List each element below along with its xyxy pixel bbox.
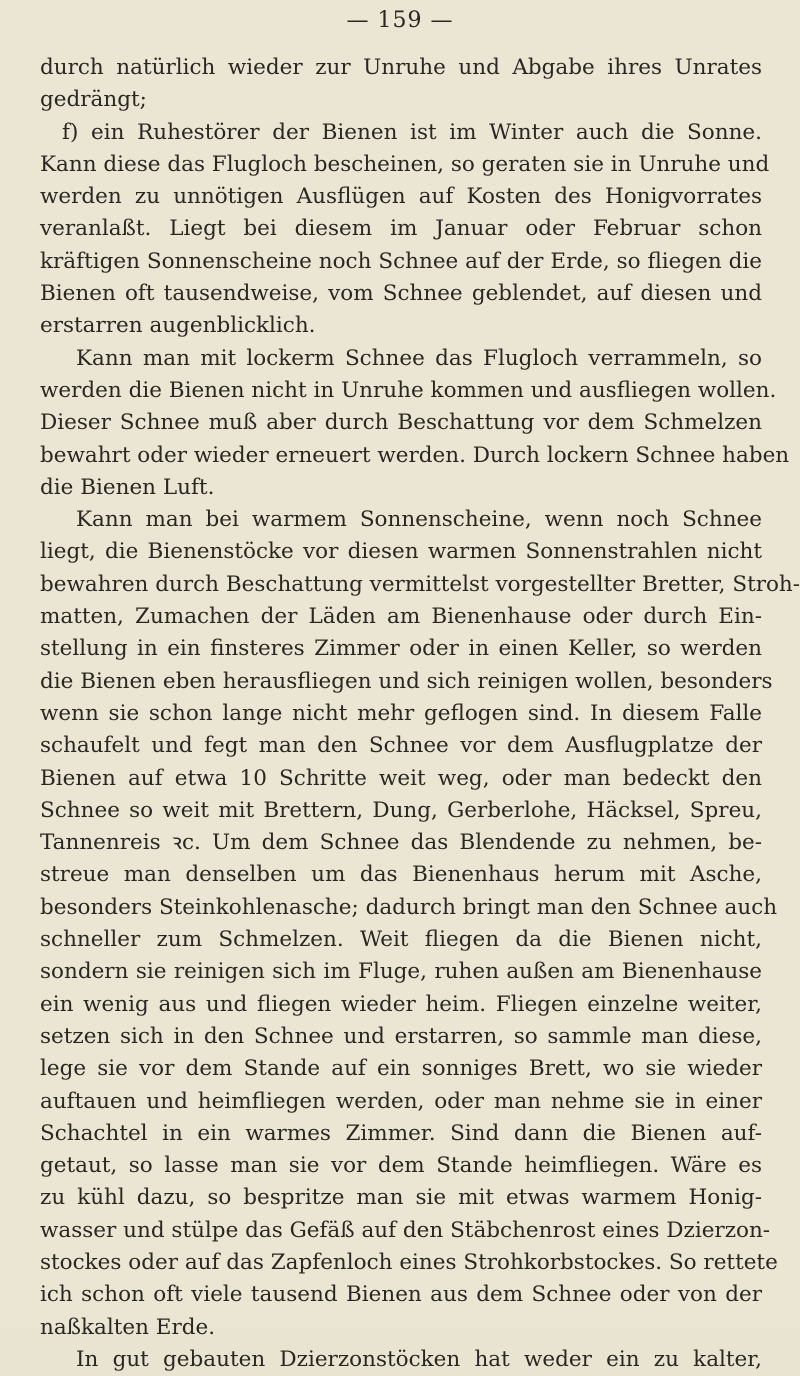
text-line: kräftigen Sonnenscheine noch Schnee auf der Erde, so fliegen die xyxy=(40,248,762,274)
list-item-f: f) ein Ruhestörer der Bienen ist im Winter auch die Sonne. xyxy=(62,119,762,145)
text-line: streue man denselben um das Bienenhaus herum mit Asche, xyxy=(40,862,762,888)
text-line: Schachtel in ein warmes Zimmer. Sind dann die Bienen auf- xyxy=(40,1120,762,1146)
text-line: Bienen oft tausendweise, vom Schnee geblendet, auf diesen und xyxy=(40,281,762,307)
paragraph-start: Kann man bei warmem Sonnenscheine, wenn noch Schnee xyxy=(76,507,762,533)
text-line: stockes oder auf das Zapfenloch eines Strohkorbstockes. So rettete xyxy=(40,1249,778,1275)
text-line: Bienen auf etwa 10 Schritte weit weg, oder man bedeckt den xyxy=(40,765,762,791)
text-line: matten, Zumachen der Läden am Bienenhause oder durch Ein- xyxy=(40,604,762,630)
text-line: bewahrt oder wieder erneuert werden. Durch lockern Schnee haben xyxy=(40,442,790,468)
text-line: gedrängt; xyxy=(40,87,147,113)
text-line: veranlaßt. Liegt bei diesem im Januar oder Februar schon xyxy=(40,216,762,242)
text-line: Dieser Schnee muß aber durch Beschattung vor dem Schmelzen xyxy=(40,410,762,436)
text-line: die Bienen Luft. xyxy=(40,474,215,500)
text-line: naßkalten Erde. xyxy=(40,1314,216,1340)
text-line: werden die Bienen nicht in Unruhe kommen und ausfliegen wollen. xyxy=(40,377,777,403)
page-number: — 159 — xyxy=(346,8,454,33)
text-line: Kann diese das Flugloch bescheinen, so geraten sie in Unruhe und xyxy=(40,151,770,177)
text-line: wasser und stülpe das Gefäß auf den Stäbchenrost eines Dzierzon- xyxy=(40,1217,771,1243)
text-line: liegt, die Bienenstöcke vor diesen warmen Sonnenstrahlen nicht xyxy=(40,539,762,565)
text-line: durch natürlich wieder zur Unruhe und Abgabe ihres Unrates xyxy=(40,55,762,80)
text-line: schneller zum Schmelzen. Weit fliegen da die Bienen nicht, xyxy=(40,927,762,953)
text-line: auftauen und heimfliegen werden, oder man nehme sie in einer xyxy=(40,1088,762,1114)
text-line: Tannenreis ꝛc. Um dem Schnee das Blendende zu nehmen, be- xyxy=(40,830,762,856)
text-line: zu kühl dazu, so bespritze man sie mit etwas warmem Honig- xyxy=(40,1185,762,1211)
text-line: schaufelt und fegt man den Schnee vor dem Ausflugplatze der xyxy=(40,733,762,759)
text-line: stellung in ein finsteres Zimmer oder in einen Keller, so werden xyxy=(40,636,762,662)
text-line: lege sie vor dem Stande auf ein sonniges Brett, wo sie wieder xyxy=(40,1056,762,1082)
text-line: besonders Steinkohlenasche; dadurch bringt man den Schnee auch xyxy=(40,894,778,920)
text-line: setzen sich in den Schnee und erstarren, so sammle man diese, xyxy=(40,1023,762,1049)
paragraph-start: In gut gebauten Dzierzonstöcken hat weder ein zu kalter, xyxy=(76,1346,762,1372)
text-line: sondern sie reinigen sich im Fluge, ruhen außen am Bienenhause xyxy=(40,959,762,985)
text-line: getaut, so lasse man sie vor dem Stande heimfliegen. Wäre es xyxy=(40,1153,762,1179)
text-line: die Bienen eben herausfliegen und sich reinigen wollen, besonders xyxy=(40,668,773,694)
paragraph-start: Kann man mit lockerm Schnee das Flugloch verrammeln, so xyxy=(76,345,762,371)
text-line: ein wenig aus und fliegen wieder heim. Fliegen einzelne weiter, xyxy=(40,991,762,1017)
text-line: ich schon oft viele tausend Bienen aus dem Schnee oder von der xyxy=(40,1282,762,1308)
text-line: wenn sie schon lange nicht mehr geflogen sind. In diesem Falle xyxy=(40,700,762,726)
text-line: Schnee so weit mit Brettern, Dung, Gerberlohe, Häcksel, Spreu, xyxy=(40,797,762,823)
text-line: werden zu unnötigen Ausflügen auf Kosten des Honigvorrates xyxy=(40,184,762,210)
text-line: erstarren augenblicklich. xyxy=(40,313,316,339)
body-text xyxy=(40,52,800,1376)
text-line: bewahren durch Beschattung vermittelst vorgestellter Bretter, Stroh- xyxy=(40,571,800,597)
